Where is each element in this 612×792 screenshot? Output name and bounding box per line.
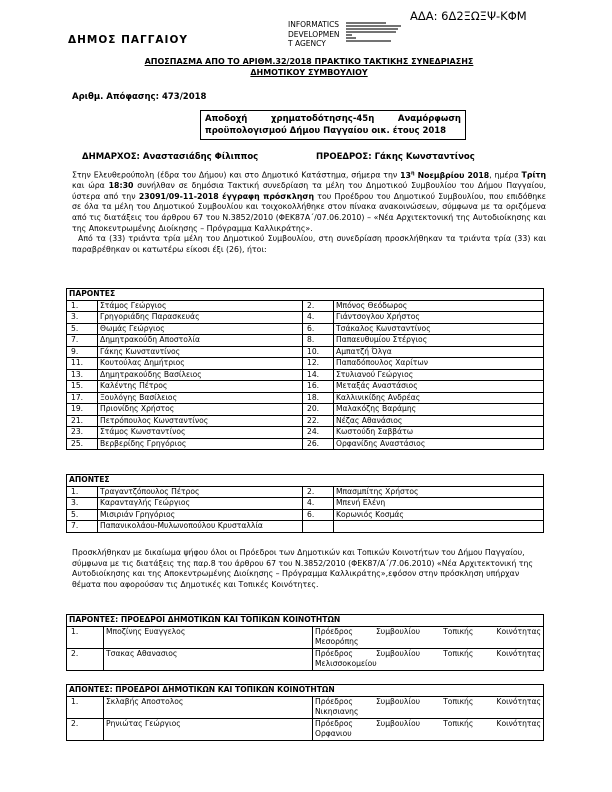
table-row: [67, 369, 544, 381]
table-row: [67, 404, 544, 416]
member-name: Δημητρακούδης Βασίλειος: [98, 369, 303, 381]
member-name: Παπαευθυμίου Στέργιος: [334, 335, 544, 347]
member-name: Στάμος Γεώργιος: [98, 300, 303, 312]
president-name: Ρηνιώτας Γεώργιος: [104, 718, 313, 740]
table-row: [67, 335, 544, 347]
member-name: Νέζας Αθανάσιος: [334, 415, 544, 427]
title-word: Πρόεδρος: [315, 718, 353, 728]
member-name: Ορφανίδης Αναστάσιος: [334, 438, 544, 450]
community-name: Ορφανιου: [315, 728, 352, 738]
row-number: 15.: [67, 381, 98, 393]
row-number: 19.: [67, 404, 98, 416]
table-row: [67, 381, 544, 393]
ada-code: ΑΔΑ: 6Δ2ΞΩΞΨ-ΚΦΜ: [410, 9, 527, 23]
row-number: 20.: [303, 404, 334, 416]
member-name: [334, 521, 544, 533]
member-name: Στυλιανού Γεώργιος: [334, 369, 544, 381]
title-word: Κοινότητας: [496, 718, 541, 728]
table-row: [67, 312, 544, 324]
row-number: 3.: [67, 498, 98, 510]
member-name: Μπασμπίτης Χρήστος: [334, 486, 544, 498]
table-row: [67, 415, 544, 427]
row-number: 12.: [303, 358, 334, 370]
member-name: Κορωνιός Κοσμάς: [334, 509, 544, 521]
member-name: Τραγαντζόπουλος Πέτρος: [98, 486, 303, 498]
title-word: Συμβουλίου: [376, 696, 421, 706]
member-name: Πριονίδης Χρήστος: [98, 404, 303, 416]
row-number: 4.: [303, 312, 334, 324]
member-name: Καρανταγλής Γεώργιος: [98, 498, 303, 510]
minutes-body: Στην Ελευθερούπολη (έδρα του Δήμου) και στο Δημοτικό Κατάστημα, σήμερα την $13^\eta$ Νοεμβρίου 2018, ημέρα Τρίτη και ώρα 18:30 συνήλθαν σε δημόσια Τακτική συνεδρίαση τα μέλη του Δημοτικού Συμβουλίου του Δήμου Παγγαίου, ύστερα από την 23091/09-11-2018 έγγραφη πρόσκληση του Προέδρου του Δημοτικού Συμβουλίου, που επιδόθηκε σε όλα τα μέλη του Δημοτικού Συμβουλίου και τοιχοκολλήθηκε στον πίνακα ανακοινώσεων, σύμφωνα με τα οριζόμενα από τις διατάξεις του άρθρου 67 του Ν.3852/2010 (ΦΕΚ87Α΄/07.06.2010) – «Νέα Αρχιτεκτονική της Αυτοδιοίκησης και της Αποκεντρωμένης Διοίκησης – Πρόγραμμα Καλλικράτης». Από τα (33) τριάντα τρία μέλη του Δημοτικού Συμβουλίου, στη συνεδρίαση προσκλήθηκαν τα τριάντα τρία (33) και παραβρέθηκαν οι κατωτέρω είκοσι έξι (26), ήτοι:: [72, 170, 547, 254]
member-name: Μαλακόζης Βαράμης: [334, 404, 544, 416]
row-number: 22.: [303, 415, 334, 427]
present-members-table: [66, 288, 544, 450]
row-number: 7.: [67, 521, 98, 533]
president-name: Μποζίνης Ευαγγελος: [104, 626, 313, 648]
member-name: Μεταξάς Αναστάσιος: [334, 381, 544, 393]
member-name: Μπόνος Θεόδωρος: [334, 300, 544, 312]
table-row: [67, 358, 544, 370]
member-name: Κουτούλας Δημήτριος: [98, 358, 303, 370]
decision-number: Αριθμ. Απόφασης: 473/2018: [72, 92, 207, 102]
row-number: 17.: [67, 392, 98, 404]
row-number: 21.: [67, 415, 98, 427]
row-number: 3.: [67, 312, 98, 324]
present-presidents-table: [66, 614, 544, 671]
title-word: Πρόεδρος: [315, 626, 353, 636]
row-number: 5.: [67, 323, 98, 335]
member-name: Γιάντσογλου Χρήστος: [334, 312, 544, 324]
table-row: [67, 696, 544, 718]
row-number: 2.: [303, 300, 334, 312]
member-name: Γάκης Κωνσταντίνος: [98, 346, 303, 358]
title-word: Συμβουλίου: [376, 626, 421, 636]
member-name: Θωμάς Γεώργιος: [98, 323, 303, 335]
president-title: [313, 626, 544, 648]
absent-presidents-header: ΑΠΟΝΤΕΣ: ΠΡΟΕΔΡΟΙ ΔΗΜΟΤΙΚΩΝ ΚΑΙ ΤΟΠΙΚΩΝ ΚΟΙΝΟΤΗΤΩΝ: [67, 685, 544, 697]
signature-stamp: [346, 21, 416, 43]
row-number: 25.: [67, 438, 98, 450]
absent-header: ΑΠΟΝΤΕΣ: [67, 475, 544, 487]
table-row: [67, 438, 544, 450]
member-name: Παπανικολάου-Μυλωνοπούλου Κρυσταλλία: [98, 521, 303, 533]
member-name: Μπενή Ελένη: [334, 498, 544, 510]
title-word: Κοινότητας: [496, 626, 541, 636]
table-row: [67, 323, 544, 335]
row-number: 5.: [67, 509, 98, 521]
member-name: Αμπατζή Όλγα: [334, 346, 544, 358]
table-row: [67, 648, 544, 670]
info-agency-text: INFORMATICS DEVELOPMEN T AGENCY: [288, 20, 340, 48]
table-row: [67, 498, 544, 510]
title-word: Πρόεδρος: [315, 648, 353, 658]
president-title: [313, 696, 544, 718]
title-word: Συμβουλίου: [376, 718, 421, 728]
member-name: Δημητρακούδη Αποστολία: [98, 335, 303, 347]
row-number: 6.: [303, 323, 334, 335]
member-name: Τσάκαλος Κωνσταντίνος: [334, 323, 544, 335]
row-number: 16.: [303, 381, 334, 393]
title-word: Συμβουλίου: [376, 648, 421, 658]
row-number: 23.: [67, 427, 98, 439]
row-number: 7.: [67, 335, 98, 347]
member-name: Στάμος Κωνσταντίνος: [98, 427, 303, 439]
title-word: Πρόεδρος: [315, 696, 353, 706]
community-name: Μεσορόπης: [315, 636, 359, 646]
title-word: Τοπικής: [443, 626, 474, 636]
member-name: Καλλινικίδης Ανδρέας: [334, 392, 544, 404]
row-number: 1.: [67, 300, 98, 312]
member-name: Ξουλόγης Βασίλειος: [98, 392, 303, 404]
row-number: 4.: [303, 498, 334, 510]
president-title: [313, 648, 544, 670]
member-name: Παπαδόπουλος Χαρίτων: [334, 358, 544, 370]
community-name: Νικησιανης: [315, 706, 359, 716]
table-row: [67, 521, 544, 533]
title-word: Κοινότητας: [496, 648, 541, 658]
president-name: Σκλαβής Αποστολος: [104, 696, 313, 718]
community-name: Μελισσοκομείου: [315, 658, 377, 668]
table-row: [67, 300, 544, 312]
row-number: 9.: [67, 346, 98, 358]
present-header: ΠΑΡΟΝΤΕΣ: [67, 289, 544, 301]
row-number: 1.: [67, 486, 98, 498]
table-row: [67, 718, 544, 740]
row-number: 13.: [67, 369, 98, 381]
table-row: [67, 427, 544, 439]
present-presidents-header: ΠΑΡΟΝΤΕΣ: ΠΡΟΕΔΡΟΙ ΔΗΜΟΤΙΚΩΝ ΚΑΙ ΤΟΠΙΚΩΝ ΚΟΙΝΟΤΗΤΩΝ: [67, 615, 544, 627]
title-word: Κοινότητας: [496, 696, 541, 706]
member-name: Πετρόπουλος Κωνσταντίνος: [98, 415, 303, 427]
member-name: Καλέντης Πέτρος: [98, 381, 303, 393]
presidents-paragraph: Προσκλήθηκαν με δικαίωμα ψήφου όλοι οι Πρόεδροι των Δημοτικών και Τοπικών Κοινοτήτων του Δήμου Παγγαίου, σύμφωνα με τις διατάξεις της παρ.8 του άρθρου 67 του Ν.3852/2010 (ΦΕΚ87/Α΄/7.06.2010) «Νέα Αρχιτεκτονική της Αυτοδιοίκησης και της Αποκεντρωμένης Διοίκησης – Πρόγραμμα Καλλικράτης»,εφόσον στην πρόσκληση υπήρχαν θέματα που αφορούσαν τις Δημοτικές και Τοπικές Κοινότητες.: [72, 548, 533, 589]
table-row: [67, 626, 544, 648]
mayor-line: ΔΗΜΑΡΧΟΣ: Αναστασιάδης Φίλιππος: [82, 152, 259, 162]
row-number: 1.: [67, 696, 104, 718]
row-number: [303, 521, 334, 533]
president-title: [313, 718, 544, 740]
title-word: Τοπικής: [443, 648, 474, 658]
row-number: 1.: [67, 626, 104, 648]
subject-box: Αποδοχή χρηματοδότησης-45η Αναμόρφωση προϋπολογισμού Δήμου Παγγαίου οικ. έτους 2018: [200, 110, 466, 140]
row-number: 6.: [303, 509, 334, 521]
member-name: Μισιριάν Γρηγόριος: [98, 509, 303, 521]
table-row: [67, 392, 544, 404]
table-row: [67, 509, 544, 521]
table-row: [67, 486, 544, 498]
row-number: 2.: [67, 648, 104, 670]
row-number: 2.: [67, 718, 104, 740]
president-name: Τσακας Αθανασιος: [104, 648, 313, 670]
row-number: 2.: [303, 486, 334, 498]
member-name: Βερβερίδης Γρηγόριος: [98, 438, 303, 450]
row-number: 10.: [303, 346, 334, 358]
row-number: 8.: [303, 335, 334, 347]
member-name: Κωστούδη Σαββάτω: [334, 427, 544, 439]
municipality-name: ΔΗΜΟΣ ΠΑΓΓΑΙΟΥ: [68, 34, 188, 46]
president-line: ΠΡΟΕΔΡΟΣ: Γάκης Κωνσταντίνος: [316, 152, 475, 162]
title-word: Τοπικής: [443, 696, 474, 706]
absent-members-table: [66, 474, 544, 533]
row-number: 18.: [303, 392, 334, 404]
row-number: 11.: [67, 358, 98, 370]
row-number: 26.: [303, 438, 334, 450]
member-name: Γρηγοριάδης Παρασκευάς: [98, 312, 303, 324]
row-number: 24.: [303, 427, 334, 439]
document-title: ΑΠΟΣΠΑΣΜΑ ΑΠΟ ΤΟ ΑΡΙΘΜ.32/2018 ΠΡΑΚΤΙΚΟ ΤΑΚΤΙΚΗΣ ΣΥΝΕΔΡΙΑΣΗΣ ΔΗΜΟΤΙΚΟΥ ΣΥΜΒΟΥΛΙΟΥ: [144, 57, 474, 77]
table-row: [67, 346, 544, 358]
title-word: Τοπικής: [443, 718, 474, 728]
absent-presidents-table: [66, 684, 544, 741]
row-number: 14.: [303, 369, 334, 381]
